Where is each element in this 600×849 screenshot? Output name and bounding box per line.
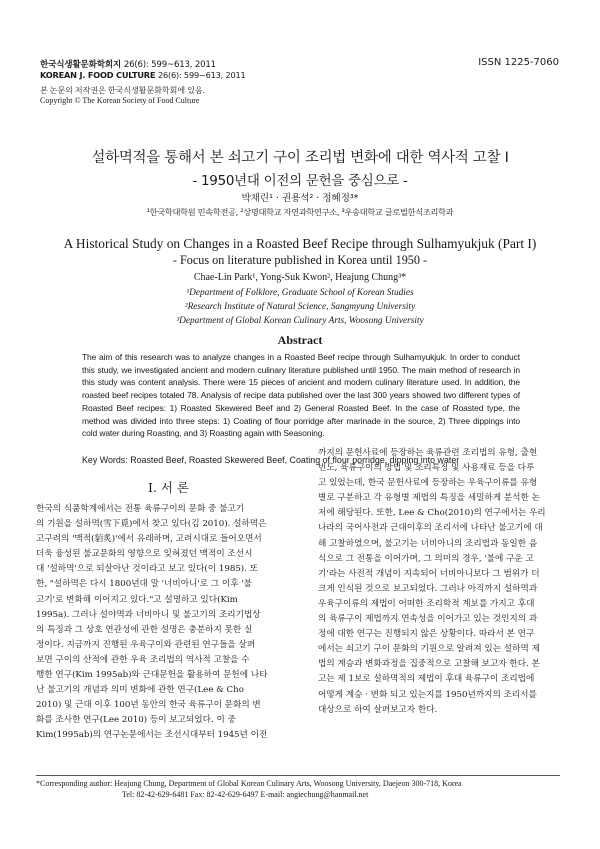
body-line: 까지의 문헌사료에 등장하는 육류관련 조리법의 유형, 출현 [318,448,538,458]
body-line: 고구려의 '맥적(貊炙)'에서 유래하며, 고려시대로 들어오면서 [36,534,262,545]
body-line: 기'라는 사전적 개념이 지속되어 너비아니보다 그 범위가 더 [318,568,540,579]
keywords-list: Roasted Beef, Roasted Skewered Beef, Coating of flour porridge, dipping into water [130,455,460,465]
body-line: 보면 구이의 산적에 관한 우육 조리법의 역사적 고찰을 수 [36,654,250,665]
body-line: 에서는 쇠고기 구이 문화의 기원으로 알려져 있는 설하멱 제 [318,644,540,655]
body-line: 별로 구분하고 각 유형별 제법의 특징을 세밀하게 분석한 논 [318,493,540,504]
abstract-body: The aim of this research was to analyze changes in a Roasted Beef recipe through Sulhamyukjuk. In order to conduct this study, we investigated ancient and modern culinary literature published until 1950. The main method of research in this study was content analysis. There were 15 pieces of ancient and modern culinary literature used. In addition, the roasted beef recipes totaled 78. Analysis of recipe data published over the last 300 years showed two different types of Roasted Beef recipes: 1) Roasted Skewered Beef and 2) General Roasted Beef. In the case of Roasted type, the method was divided into three steps: 1) Coating of flour porridge after marinade in the source, 2) Three dippings into cold water during Roasting, and 3) Roasting again with Seasoning. [82,352,520,439]
body-line: 난 불고기의 개념과 의미 변화에 관한 연구(Lee & Cho [36,685,244,696]
body-line: 고기'로 변화해 이어지고 있다."고 설명하고 있다(Kim [36,594,238,605]
journal-volume-ko: 26(6): 599~613, 2011 [123,60,216,70]
abstract-heading: Abstract [277,333,323,347]
authors-english: Chae-Lin Park¹, Yong-Suk Kwon², Heajung Chung³* [193,272,407,283]
journal-volume-en: 26(6): 599~613, 2011 [157,70,246,80]
body-line: 한, "설하멱은 다시 1800년대 말 '너비아니'로 그 이후 '불 [36,579,253,590]
journal-title-en: KOREAN J. FOOD CULTURE [40,70,156,80]
subtitle-korean: - 1950년대 이전의 문헌을 중심으로 - [192,173,408,189]
body-line: 식으로 그 전통을 이어가며, 그 의미의 경우, '불에 구운 고 [318,553,534,564]
authors-korean: 박채린¹ · 권용석² · 정혜정³* [241,193,359,204]
subtitle-english: - Focus on literature published in Korea until 1950 - [172,253,428,267]
body-line: 크게 인식된 것으로 보고되었다. 그러나 아직까지 설하멱과 [318,583,538,594]
body-line: 더욱 융성된 불교문화의 영향으로 잊혀졌던 맥적이 조선시 [36,549,253,560]
body-line: 우육구이류의 제법이 어떠한 조리학적 계보를 가지고 후대 [318,598,535,609]
section-heading: I. 서 론 [147,480,189,495]
body-line: 1995a). 그러나 설야멱과 너비아니 및 불고기의 조리기법상 [36,609,261,620]
body-line: 정에 대한 연구는 진행되지 않은 상황이다. 따라서 본 연구 [318,629,535,640]
body-line: 빈도, 육류구이의 방법 및 조리특징 및 사용재료 등을 다루 [318,463,535,474]
body-line: 고 있었는데, 한국 문헌사료에 등장하는 우육구이류를 유형 [318,478,538,489]
journal-title-ko: 한국식생활문화학회지 [40,60,122,70]
body-line: 대상으로 하여 살펴보고자 한다. [318,704,438,715]
journal-name-english [40,70,246,80]
body-line: 행한 연구(Kim 1995ab)와 근대문헌을 활용하여 문헌에 나타 [36,670,268,681]
body-line: Kim(1995ab)의 연구논문에서는 조선시대부터 1945년 이전 [36,730,268,741]
affiliations-korean: ¹한국학대학원 민속학전공, ²상명대학교 자연과학연구소, ³우송대학교 글로벌한식조리학과 [146,207,454,217]
body-line: 대 '설하멱'으로 되살아난 것이라고 보고 있다(이 1985). 또 [36,564,258,575]
copyright-line: Copyright © The Korean Society of Food Culture [40,96,200,105]
body-line: 의 기원을 설하멱(雪下覓)에서 찾고 있다(김 2010). 설하멱은 [36,519,267,530]
body-line: 의 육류구이 제법까지 연속성을 이어가고 있는 것인지의 과 [318,614,538,625]
body-column-left [36,502,301,744]
body-line: 해 고찰하였으며, 불고기는 너비아니의 조리법과 동일한 음 [318,538,538,549]
corresponding-author-footnote: *Corresponding author: Heajung Chung, Department of Global Korean Culinary Arts, Woosong University, Daejeon 300-718, Korea [36,779,462,788]
body-line: 한국의 식품학계에서는 전통 육류구이의 문화 중 불고기 [36,504,245,514]
affiliation-english: ¹Department of Folklore, Graduate School of Korean Studies [186,288,414,298]
title-english: A Historical Study on Changes in a Roasted Beef Recipe through Sulhamyukjuk (Part I) [63,236,537,251]
body-line: 어떻게 계승 · 변화 되고 있는지를 1950년까지의 조리서를 [318,689,537,700]
contact-footnote: Tel: 82-42-629-6481 Fax: 82-42-629-6497 E-mail: angiechung@hanmail.net [122,790,369,799]
keywords-label: Key Words: [82,455,128,465]
title-korean: 설하멱적을 통해서 본 쇠고기 구이 조리법 변화에 대한 역사적 고찰 I [91,150,509,166]
body-line: 저에 해당된다. 또한, Lee & Cho(2010)의 연구에서는 우리 [318,508,546,519]
body-line: 고는 제 1보로 설하멱적의 제법이 후대 육류구이 조리법에 [318,674,535,685]
journal-name-korean [40,58,216,70]
body-line: 법의 계승과 변화과정을 집중적으로 고찰해 보고자 한다. 본 [318,659,540,670]
body-line: 화를 조사한 연구(Lee 2010) 등이 보고되었다. 이 중 [36,715,236,726]
affiliation-english: ²Research Institute of Natural Science, Sangmyung University [184,302,416,312]
body-line: 나라의 국어사전과 근대이후의 조리서에 나타난 불고기에 대 [318,523,543,534]
body-line: 정이다. 지금까지 진행된 우육구이와 관련된 연구들을 살펴 [36,639,256,650]
copyright-note: 본 논문의 저작권은 한국식생활문화학회에 있음. [40,86,205,95]
body-line: 의 특징과 그 상호 연관성에 관한 설명은 충분하지 못한 실 [36,624,253,635]
footnote-divider [36,775,560,776]
affiliation-english: ³Department of Global Korean Culinary Arts, Woosong University [176,316,424,326]
issn-number: ISSN 1225-7060 [478,57,559,68]
body-column-right [318,446,568,718]
body-line: 2010) 및 근대 이후 100년 동안의 한국 육류구이 문화의 변 [36,700,261,711]
